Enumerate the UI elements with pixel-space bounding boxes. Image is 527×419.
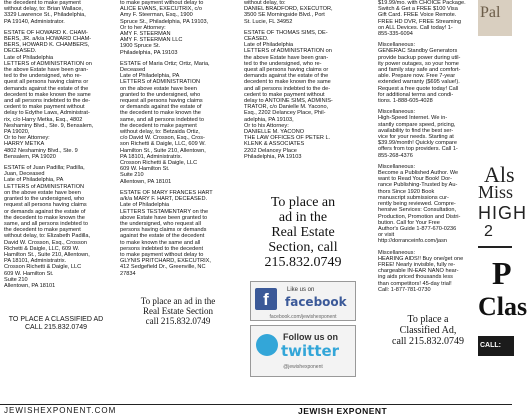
twitter-follow-label: Follow us on — [283, 332, 338, 342]
classified-text: Miscellaneous: GENERAC Standby Generators provide backup power during util- ity power outages, so your home and family stay safe and comfort- able. Prepare now. Free 7-year extended warranty ($695 value!). Request a free quote today! Call for additional terms and condi- tions. 1-888-605-4028 — [378, 42, 461, 105]
notice-text: ESTATE OF MARY FRANCES HART a/k/a MARY F. HART, DECEASED. Late of Philadelphia LETTERS TESTAMENTARY on the above Estate have been granted to the undersigned, who request all persons having claims or demands against the estate of the decedent to make known the same and all persons indebted to the decedent to make payment without delay to GLYNIS PRITCHARD, EXECUTRIX, 412 Sedgefield Dr., Greenville, NC 27834 — [120, 189, 213, 277]
ad-top-box — [478, 0, 512, 36]
footer-rule — [0, 404, 512, 405]
classified-text: Miscellaneous: HEARING AIDS!! Buy one/get one FREE! Nearly invisible, fully re- chargeable IN-EAR NANO hear- ing aids priced thousands less than competitors! 45-day trial! Call: 1-877-781-0730 — [378, 249, 464, 293]
social-promo — [244, 279, 364, 383]
ad-divider — [478, 246, 512, 248]
ad-call-bar: CALL: NICO — [478, 336, 514, 356]
ad-headline: HIGH — [478, 203, 527, 223]
ad-headline: 2 — [484, 223, 493, 240]
facebook-wordmark: facebook — [285, 295, 347, 309]
facebook-promo[interactable] — [250, 281, 356, 321]
notice-column-3 — [244, 0, 354, 165]
classified-column — [378, 0, 470, 298]
real-estate-ad-large: To place an ad in the Real Estate Section, call 215.832.0749 — [264, 195, 342, 270]
notice-text: ESTATE OF HOWARD K. CHAM- BERS, JR. a/k/a HOWARD CHAM- BERS, HOWARD K. CHAMBERS, DECEASED. Late of Philadelphia LETTERS of ADMINISTRATION on the above Estate have been gran- ted to the undersigned, who re- quest all persons having claims or demands against the estate of the decedent to make known the same and all persons indebted to the de- cedent to make payment without delay to Edythe Laws, Administrat- rix, c/o Harry Metka, Esq., 4802 Neshaminy Blvd., Ste. 9, Bensalem, PA 19020, Or to her Attorney: HARRY METKA 4802 Neshaminy Blvd., Ste. 9 Bensalem, PA 19020 — [4, 29, 94, 160]
ad-headline: Als — [484, 162, 515, 187]
classified-text: $19.99/mo. with CHOICE Package. Switch & Get a FREE $100 Visa Gift Card. FREE Voice Remote. FREE HD DVR, FREE Streaming on ALL Devices. Call today! 1- 855-335-6094 — [378, 0, 466, 38]
facebook-like-label: Like us on — [287, 287, 315, 293]
notice-text: to make payment without delay to ALICE EVANS, EXECUTRIX, c/o Amy F. Steerman, Esq., 1900 Spruce St., Philadelphia, PA 19103, Or to her Attorney: AMY F. STEERMAN AMY F. STEERMAN LLC 1900 Spruce St. Philadelphia, PA 19103 — [120, 0, 209, 56]
notice-text: without delay, to: DANIEL BRADFORD, EXECUTOR, 3500 SE Morningside Blvd., Port St. Lucie, FL 34952 — [244, 0, 333, 25]
ad-headline: Clas — [478, 292, 527, 321]
notice-text: ESTATE of Maria Ortiz; Ortiz, Maria, Deceased Late of Philadelphia, PA LETTERS of ADMINISTRATION on the above estate have been granted to the undersigned, who request all persons having claims or demands against the estate of the decedent to make known the same, and all persons indebted to the decedent to make payment without delay, to: Betzaida Ortiz, c/o David W. Crosson, Esq., Cros- son Richetti & Daigle, LLC, 609 W. Hamilton St., Suite 210, Allentown, PA 18101, Administratrix. Crosson Richetti & Daigle, LLC 609 W. Hamilton St. Suite 210 Allentown, PA 18101 — [120, 60, 210, 185]
facebook-url[interactable]: facebook.com/jewishexponent — [269, 314, 337, 320]
real-estate-ad-small: To place an ad in the Real Estate Section call 215.832.0749 — [140, 296, 216, 326]
notice-text: ESTATE of Juan Padilla; Padilla, Juan, Deceased Late of Philadelphia, PA LETTERS of ADMINISTRATION on the above estate have been granted to the undersigned, who request all persons having claims or demands against the estate of the decedent to make known the same, and all persons indebted to the decedent to make payment without delay, to: Elizabeth Padilla, David W. Crosson, Esq., Crosson Richetti & Daigle, LLC, 609 W. Hamilton St., Suite 210, Allentown, PA 18101, Administratrix. Crosson Richetti & Daigle, LLC 609 W. Hamilton St. Suite 210 Allentown, PA 18101 — [4, 165, 91, 289]
classified-ad: To place a Classified Ad, call 215.832.0749 — [392, 314, 464, 347]
twitter-wordmark: twitter — [281, 342, 340, 360]
notice-column-1 — [4, 0, 106, 294]
notice-column-2 — [120, 0, 226, 282]
twitter-bird-icon — [256, 334, 278, 356]
notice-text: ESTATE OF THOMAS SIMS, DE- CEASED. Late of Philadelphia LETTERS of ADMINISTRATION on the above Estate have been gran- ted to the undersigned, who re- quest all persons having claims or demands against the estate of the decedent to make known the same and all persons indebted to the de- cedent to make payment without delay to ANTOINE SIMS, ADMINIS- TRATOR, c/o Danielle M. Yacono, Esq., 2202 Delancey Place, Phil- adelphia, PA 19103, Or to his Attorney: DANIELLE M. YACONO THE LAW OFFICES OF PETER L. KLENK & ASSOCIATES 2202 Delancey Place Philadelphia, PA 19103 — [244, 29, 333, 160]
ad-headline: P — [492, 255, 512, 291]
classified-text: Miscellaneous: High-Speed Internet. We in- stantly compare speed, pricing, availability to find the best ser- vice for your needs. Starting at $39.99/month! Quickly compare offers from top providers. Call 1- 855-268-4376 — [378, 109, 458, 159]
twitter-handle[interactable]: @jewishexponent — [283, 364, 323, 370]
ad-top-text: Pal — [480, 4, 501, 21]
classified-ad-small: TO PLACE A CLASSIFIED AD CALL 215.832.0749 — [8, 316, 104, 331]
twitter-promo[interactable] — [250, 325, 356, 377]
notice-text: the decedent to make payment without delay, to: Brian Wallace, 3329 Lawrence St., Philadelphia, PA 19140, Administrator. — [4, 0, 86, 25]
footer-publication-name: JEWISH EXPONENT — [298, 406, 388, 416]
right-edge-ad — [478, 0, 527, 404]
footer-site-url[interactable]: JEWISHEXPONENT.COM — [4, 406, 117, 415]
ad-headline: Miss — [478, 182, 514, 202]
facebook-logo-icon: f — [255, 288, 277, 310]
classified-text: Miscellaneous: Become a Published Author. We want to Read Your Book! Dor- rance Publishing-Trusted by Au- thors Since 1920 Book manuscript submissions cur- rently being reviewed. Compre- hensive Services: Consultation, Production, Promotion and Distri- bution. Call for Your Free Author's Guide 1-877-670-0236 or visit http://dorranceinfo.com/jasn — [378, 163, 461, 245]
